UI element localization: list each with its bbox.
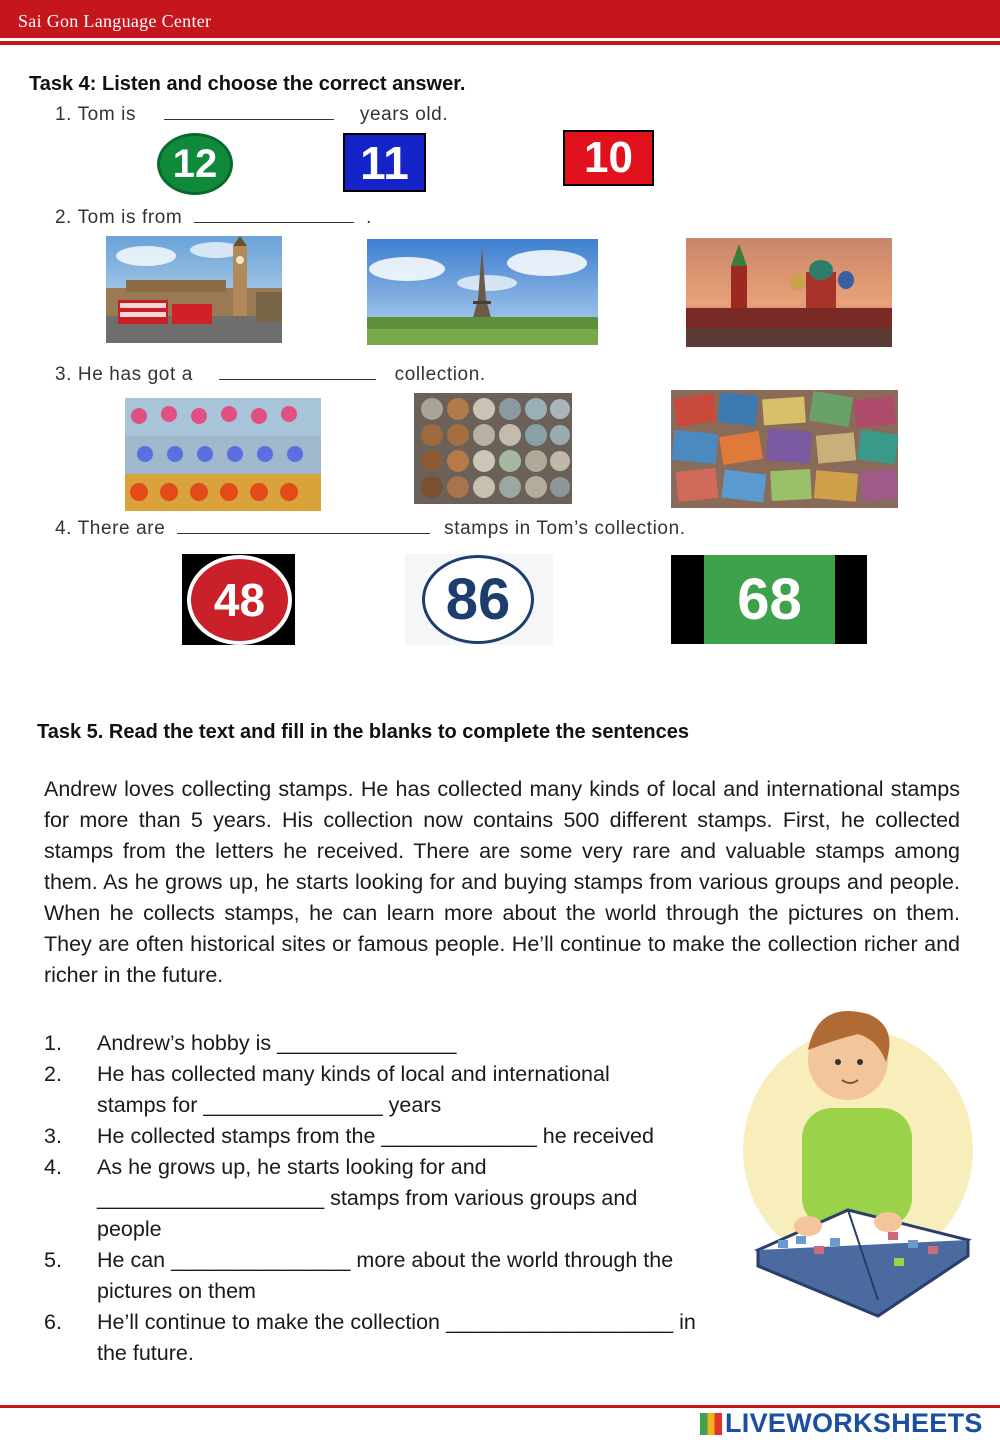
q2-line: [55, 207, 372, 229]
q3-blank[interactable]: [219, 365, 376, 380]
option-10-badge[interactable]: [563, 130, 654, 186]
item-number: 3.: [44, 1124, 62, 1148]
q4-suffix: stamps in Tom’s collection.: [444, 518, 686, 539]
item-number: 4.: [44, 1155, 62, 1179]
option-48-label: 48: [213, 574, 266, 626]
header-divider: [0, 41, 1000, 45]
item-text[interactable]: He’ll continue to make the collection ___________________ in the future.: [97, 1310, 696, 1365]
q2-suffix: .: [366, 207, 373, 228]
list-item: [44, 1121, 734, 1152]
moscow-photo[interactable]: [686, 238, 892, 347]
item-text[interactable]: He collected stamps from the _____________ he received: [97, 1124, 654, 1148]
question-list: [44, 1028, 734, 1369]
q2-blank[interactable]: [194, 208, 354, 223]
item-number: 2.: [44, 1062, 62, 1086]
item-number: 6.: [44, 1310, 62, 1334]
q1-prefix: 1. Tom is: [55, 104, 137, 125]
option-48-badge: [187, 555, 292, 645]
reading-passage: Andrew loves collecting stamps. He has collected many kinds of local and international stamps for more than 5 years. His collection now contains 500 different stamps. First, he collected stamps from the letters he received. There are some very rare and valuable stamps among them. As he grows up, he starts looking for and buying stamps from various groups and people. When he collects stamps, he can learn more about the world through the pictures on them. They are often historical sites or famous people. He’ll continue to make the collection richer and richer in the future.: [44, 777, 960, 987]
q2-prefix: 2. Tom is from: [55, 207, 183, 228]
q1-blank[interactable]: [164, 105, 334, 120]
q1-line: [55, 104, 448, 126]
task4-title: Task 4: Listen and choose the correct answer.: [29, 73, 466, 95]
item-text[interactable]: He can _______________ more about the world through the pictures on them: [97, 1248, 674, 1303]
option-12-badge[interactable]: [157, 133, 233, 195]
list-item: [44, 1307, 734, 1369]
option-68-tile[interactable]: [671, 555, 867, 644]
q3-line: [55, 364, 486, 386]
option-11-badge[interactable]: [343, 133, 426, 192]
london-photo[interactable]: [106, 236, 282, 343]
list-item: [44, 1245, 734, 1307]
boy-with-album-illustration: [738, 1000, 974, 1318]
q3-prefix: 3. He has got a: [55, 364, 193, 385]
liveworksheets-logo: [700, 1408, 983, 1439]
stamps-photo[interactable]: [671, 390, 898, 508]
list-item: [44, 1059, 734, 1121]
option-12-label: 12: [172, 141, 218, 186]
item-number: 1.: [44, 1031, 62, 1055]
option-68-badge: [704, 555, 835, 644]
q3-suffix: collection.: [394, 364, 486, 385]
item-text[interactable]: He has collected many kinds of local and international stamps for _______________ years: [97, 1062, 610, 1117]
q4-line: [55, 518, 686, 540]
option-86-badge: [422, 555, 534, 644]
list-item: [44, 1028, 734, 1059]
logo-mark-icon: [700, 1413, 722, 1435]
q4-prefix: 4. There are: [55, 518, 166, 539]
q1-suffix: years old.: [359, 104, 449, 125]
toy-figures-photo[interactable]: [125, 398, 321, 511]
coins-photo[interactable]: [414, 393, 572, 504]
q4-blank[interactable]: [177, 519, 430, 534]
header-title: Sai Gon Language Center: [18, 11, 212, 31]
item-text[interactable]: As he grows up, he starts looking for and ___________________ stamps from various groups and people: [97, 1155, 638, 1241]
paris-photo[interactable]: [367, 239, 598, 345]
option-11-label: 11: [360, 136, 409, 189]
item-number: 5.: [44, 1248, 62, 1272]
logo-text: LIVEWORKSHEETS: [725, 1408, 983, 1438]
option-48-tile[interactable]: [182, 554, 295, 645]
option-86-label: 86: [445, 567, 511, 632]
option-68-label: 68: [737, 567, 802, 632]
item-text[interactable]: Andrew’s hobby is _______________: [97, 1031, 457, 1055]
task5-title: Task 5. Read the text and fill in the blanks to complete the sentences: [37, 721, 690, 743]
option-10-label: 10: [584, 133, 633, 182]
list-item: [44, 1152, 734, 1245]
option-86-tile[interactable]: [405, 554, 553, 645]
